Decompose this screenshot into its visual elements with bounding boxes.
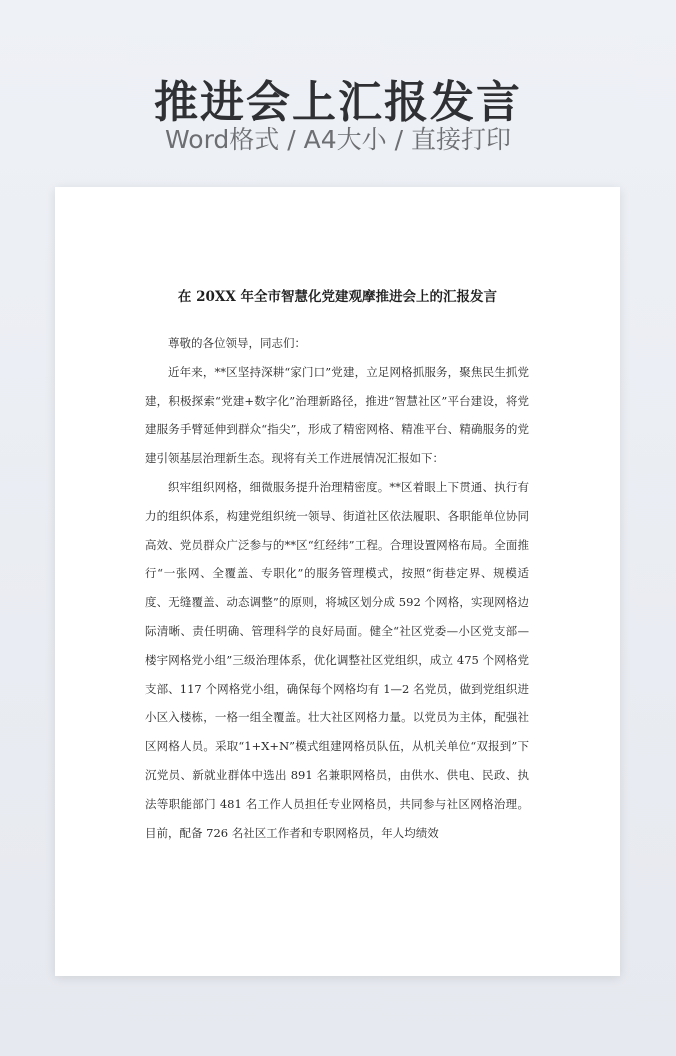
salutation-paragraph: 尊敬的各位领导，同志们： — [168, 336, 306, 350]
document-body — [145, 329, 529, 847]
page-title: 推进会上汇报发言 — [154, 77, 522, 128]
body-paragraph: 织牢组织网格，细微服务提升治理精密度。**区着眼上下贯通、执行有力的组织体系，构建党组织统一领导、街道社区依法履职、各职能单位协同高效、党员群众广泛参与的**区“红经纬”工程。合理设置网格布局。全面推行“一张网、全覆盖、专职化”的服务管理模式，按照“街巷定界、规模适度、无缝覆盖、动态调整”的原则，将城区划分成 592 个网格，实现网格边际清晰、责任明确、管理科学的良好局面。健全“社区党委—小区党支部—楼宇网格党小组”三级治理体系，优化调整社区党组织，成立 475 个网格党支部、117 个网格党小组，确保每个网格均有 1—2 名党员，做到党组织进小区入楼栋，一格一组全覆盖。壮大社区网格力量。以党员为主体，配强社区网格人员。采取“1+X+N”模式组建网格员队伍，从机关单位“双报到”下沉党员、新就业群体中选出 891 名兼职网格员，由供水、供电、民政、执法等职能部门 481 名工作人员担任专业网格员，共同参与社区网格治理。目前，配备 726 名社区工作者和专职网格员，年人均绩效 — [145, 479, 529, 840]
intro-paragraph: 近年来，**区坚持深耕“家门口”党建，立足网格抓服务，聚焦民生抓党建，积极探索“党建+数字化”治理新路径，推进“智慧社区”平台建设，将党建服务手臂延伸到群众“指尖”，形成了精密网格、精准平台、精确服务的党建引领基层治理新生态。现将有关工作进展情况汇报如下： — [145, 364, 529, 466]
page-subtitle: Word格式 / A4大小 / 直接打印 — [165, 125, 511, 154]
document-page — [55, 187, 620, 976]
document-title: 在 20XX 年全市智慧化党建观摩推进会上的汇报发言 — [177, 289, 498, 305]
